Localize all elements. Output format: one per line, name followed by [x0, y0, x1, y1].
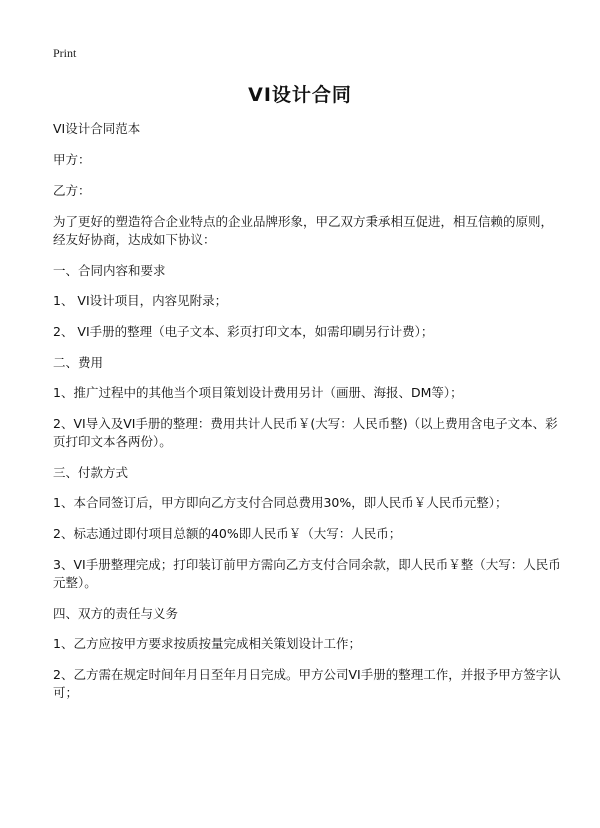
- paragraph-item: 2、VI导入及VI手册的整理：费用共计人民币￥(大写：人民币整)（以上费用含电子文本、彩页打印文本各两份）。: [53, 416, 558, 449]
- document-body: [53, 120, 563, 715]
- paragraph-item: 1、 VI设计项目，内容见附录；: [53, 293, 228, 308]
- document-title: VI设计合同: [248, 84, 352, 106]
- paragraph-item: 3、VI手册整理完成；打印装订前甲方需向乙方支付合同余款，即人民币￥整（大写：人民币元整）。: [53, 557, 561, 590]
- paragraph-item: 1、推广过程中的其他当个项目策划设计费用另计（画册、海报、DM等）；: [53, 385, 463, 400]
- paragraph-item: 2、标志通过即付项目总额的40%即人民币￥（大写：人民币；: [53, 526, 402, 541]
- section-heading-content: 一、合同内容和要求: [53, 263, 166, 278]
- paragraph-item: 2、乙方需在规定时间年月日至年月日完成。甲方公司VI手册的整理工作，并报予甲方签字认可；: [53, 667, 561, 700]
- section-heading-payment: 三、付款方式: [53, 465, 129, 480]
- paragraph-item: 1、乙方应按甲方要求按质按量完成相关策划设计工作；: [53, 636, 361, 651]
- paragraph-item: 1、本合同签订后，甲方即向乙方支付合同总费用30%，即人民币￥人民币元整）；: [53, 495, 508, 510]
- section-heading-fees: 二、费用: [53, 355, 104, 370]
- paragraph-preamble: 为了更好的塑造符合企业特点的企业品牌形象，甲乙双方秉承相互促进，相互信赖的原则，经友好协商，达成如下协议：: [53, 214, 554, 247]
- paragraph-item: 2、 VI手册的整理（电子文本、彩页打印文本，如需印刷另行计费）；: [53, 324, 434, 339]
- paragraph-party-b: 乙方：: [53, 183, 91, 198]
- print-label[interactable]: Print: [53, 46, 77, 60]
- section-heading-responsibilities: 四、双方的责任与义务: [53, 606, 179, 621]
- paragraph-party-a: 甲方：: [53, 152, 91, 167]
- paragraph-subtitle: VI设计合同范本: [53, 121, 141, 136]
